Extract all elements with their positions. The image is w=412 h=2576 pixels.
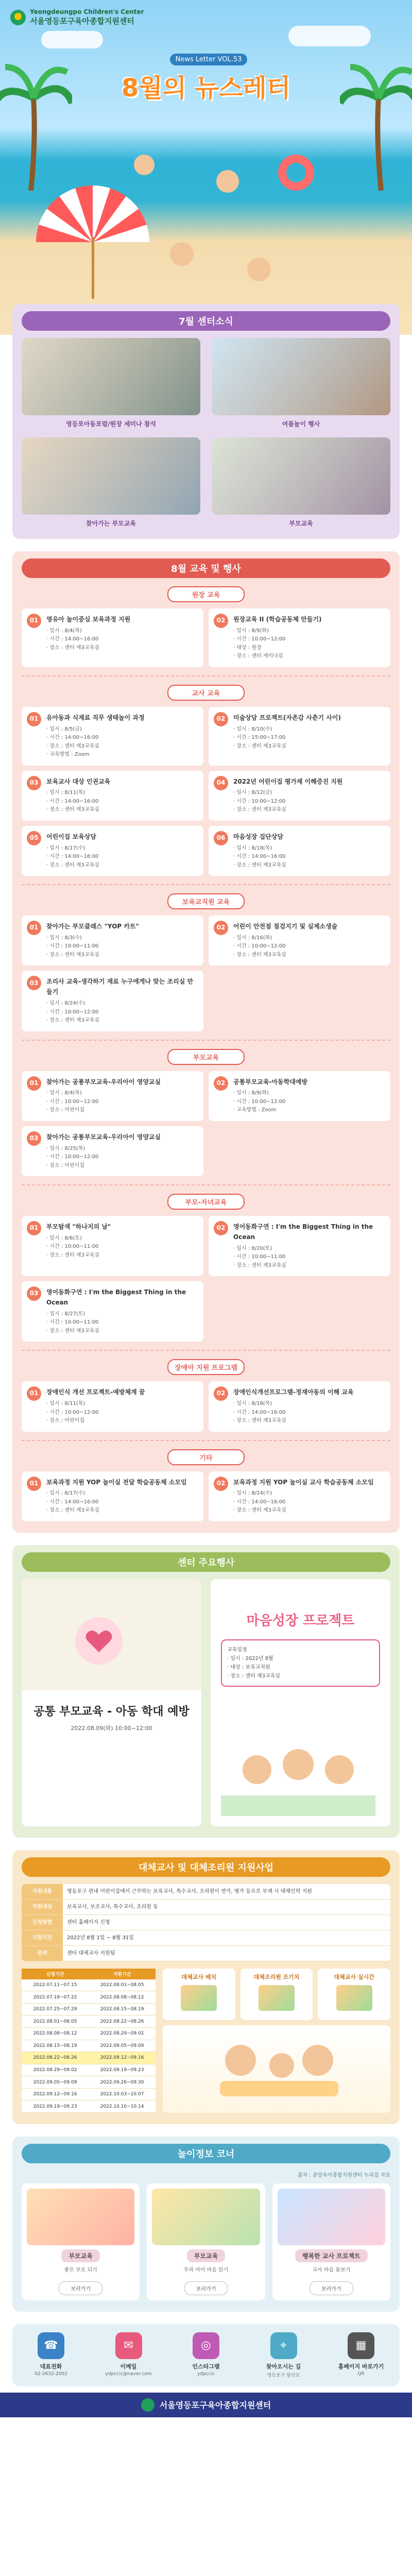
card-detail-line: · 시간 : 10:00~11:00: [46, 943, 99, 950]
main-events-section: [12, 1545, 400, 1838]
education-card[interactable]: [22, 1126, 203, 1176]
card-detail-line: · 일시 : 8/17(수): [46, 1490, 85, 1497]
education-heading: 8월 교육 및 행사: [22, 558, 390, 578]
card-detail-line: · 장소 : 센터 제3교육실: [46, 1507, 99, 1514]
schedule-cell: 2022.09.05~09.09: [22, 2076, 89, 2089]
education-card[interactable]: [22, 608, 203, 667]
info-row: [22, 1930, 390, 1945]
schedule-row: [22, 2064, 156, 2076]
card-detail-line: · 장소 : 센터 제3교육실: [233, 807, 286, 813]
card-detail-line: · 장소 : 센터 제3교육실: [233, 743, 286, 749]
schedule-cell: 2022.08.15~08.19: [89, 2003, 156, 2015]
card-detail-line: · 일시 : 8/3(수): [46, 935, 82, 941]
contact-label: 대표전화: [40, 2363, 62, 2370]
card-detail-line: · 시간 : 10:00~12:00: [233, 798, 286, 804]
card-number-badge: 03: [27, 776, 41, 790]
card-number-badge: 03: [27, 1131, 41, 1146]
schedule-header: 신청기간: [22, 1969, 89, 1979]
card-detail-line: · 시간 : 14:00~16:00: [233, 1409, 286, 1415]
schedule-cell: 2022.08.22~08.26: [89, 2015, 156, 2028]
schedule-cell: 2022.09.12~09.16: [22, 2088, 89, 2100]
card-detail-line: · 시간 : 14:00~16:00: [46, 1499, 99, 1505]
card-title: 영어동화구연 : I'm the Biggest Thing in the Ocean: [46, 1289, 186, 1307]
education-section: [12, 551, 400, 1533]
card-title: 유아동과 식재료 직무 생태놀이 과정: [46, 714, 145, 721]
card-detail-line: · 교육방법 : Zoom: [46, 752, 90, 758]
education-card[interactable]: [22, 971, 203, 1031]
schedule-cell: 2022.08.15~08.19: [22, 2040, 89, 2052]
card-detail-line: · 장소 : 센터 제3교육실: [46, 1018, 99, 1024]
info-value: 2022년 8월 1일 ~ 8월 31일: [63, 1930, 390, 1945]
card-title: 영유아 놀이중심 보육과정 지원: [46, 616, 131, 623]
card-detail-line: · 일시 : 8/16(화): [233, 935, 272, 941]
schedule-row: [22, 1979, 156, 1991]
card-detail-line: · 시간 : 10:00~12:00: [46, 1009, 99, 1015]
news-photo: [22, 437, 200, 515]
education-group-label: 보육교직원 교육: [167, 893, 245, 909]
card-detail-line: · 장소 : 센터 제3교육실: [233, 1507, 286, 1514]
play-info-section: [12, 2137, 400, 2312]
substitute-teacher-heading: 대체교사 및 대체조리원 지원사업: [22, 1857, 390, 1877]
card-detail-line: · 시간 : 10:00~12:00: [233, 1098, 286, 1105]
mind-growth-poster[interactable]: [211, 1579, 390, 1826]
card-number-badge: 02: [214, 1221, 228, 1235]
card-title: 어린이 안전점 점검지기 및 실제소생술: [233, 923, 338, 930]
education-card[interactable]: [209, 1216, 390, 1276]
card-detail-line: · 장소 : 센터 제3교육실: [46, 743, 99, 749]
view-button[interactable]: 보러가기: [184, 2281, 228, 2295]
poster-title: 공통 부모교육 - 아동 학대 예방: [33, 1705, 190, 1718]
contact-sub: ydpccic@naver.com: [105, 2371, 152, 2377]
info-key: 문의: [22, 1945, 63, 1961]
swim-ring-icon: [278, 155, 314, 191]
schedule-cell: 2022.08.29~09.02: [22, 2064, 89, 2076]
rental-illustration: [163, 2025, 390, 2113]
card-title: 찾아가는 부모클래스 "YOP 카트": [46, 923, 139, 930]
card-detail-line: · 시간 : 14:00~16:00: [46, 854, 99, 860]
card-title: 마음성장 집단상담: [233, 833, 283, 840]
card-detail-line: · 일시 : 8/20(토): [233, 1245, 272, 1251]
education-card[interactable]: [22, 826, 203, 876]
contact-icon: ☎: [38, 2332, 64, 2359]
news-item[interactable]: [212, 338, 390, 428]
card-title: 장애인식 개선 프로젝트-예방체계 꿈: [46, 1388, 145, 1396]
schedule-row: [22, 2088, 156, 2100]
card-detail-line: · 일시 : 8/27(토): [46, 1311, 85, 1317]
news-photo: [212, 338, 390, 415]
info-row: [22, 1884, 390, 1900]
contact-label: 찾아오시는 길: [266, 2363, 301, 2370]
education-card[interactable]: [209, 1471, 390, 1521]
education-group-label: 부모-자녀교육: [167, 1194, 245, 1210]
card-title: 장애인식개선프로그램-정재아동의 이해 교육: [233, 1388, 354, 1396]
info-row: [22, 1914, 390, 1930]
footer-org-name: 서울영등포구육아종합지원센터: [159, 2400, 271, 2411]
schedule-cell: 2022.10.03~10.07: [89, 2088, 156, 2100]
rental-tile[interactable]: 대체조리원 조기치: [241, 1969, 313, 2020]
rental-tile[interactable]: 대체교사 실시간: [318, 1969, 390, 2020]
card-title: 부모탐색 "하나지의 날": [46, 1223, 111, 1231]
play-info-desc: 좋은 부모 되기: [64, 2267, 97, 2273]
card-detail-line: · 시간 : 10:00~12:00: [233, 636, 286, 642]
news-caption: 영등포아동포럼/원장 세미나 참석: [65, 420, 157, 428]
card-detail-line: · 장소 : 센터 제3교육실: [46, 862, 99, 868]
play-info-label: 행복한 교사 프로젝트: [295, 2249, 368, 2262]
info-key: 지원대상: [22, 1899, 63, 1914]
card-number-badge: 02: [214, 921, 228, 935]
card-number-badge: 04: [214, 776, 228, 790]
schedule-cell: 2022.08.08~08.12: [22, 2028, 89, 2040]
news-item[interactable]: [212, 437, 390, 528]
card-detail-line: · 시간 : 10:00~12:00: [46, 1154, 99, 1160]
card-detail-line: · 장소 : 센터 제3교육실: [46, 1252, 99, 1258]
schedule-row: [22, 2100, 156, 2113]
education-card[interactable]: [209, 608, 390, 667]
child-figure-icon: [170, 242, 194, 266]
card-title: 2022년 어린이집 평가제 이해증진 지원: [233, 777, 343, 785]
schedule-row: [22, 2040, 156, 2052]
card-detail-line: · 장소 : 센터 세미나실: [233, 653, 283, 659]
hands-heart-icon: [73, 1615, 125, 1667]
education-card[interactable]: [209, 1071, 390, 1121]
info-value: 영등포구 관내 어린이집에서 근무하는 보육교사, 특수교사, 조리원이 연가, 병가 등으로 부재 시 대체인력 지원: [63, 1884, 390, 1900]
card-number-badge: 03: [27, 1286, 41, 1301]
poster-info-box: 교육일정 · 일시 : 2022년 8월 · 대상 : 보육교직원 · 장소 : 센터 제3교육실: [221, 1639, 380, 1687]
news-caption: 여름놀이 행사: [282, 420, 320, 428]
logo-mark-icon: [141, 2398, 154, 2412]
card-detail-line: · 일시 : 8/9(화): [233, 1090, 269, 1096]
card-number-badge: 02: [214, 712, 228, 726]
education-card[interactable]: [22, 1071, 203, 1121]
card-detail-line: · 시간 : 14:00~16:00: [233, 1499, 286, 1505]
schedule-cell: 2022.09.05~09.09: [89, 2040, 156, 2052]
center-news-section: [12, 304, 400, 539]
card-detail-line: · 장소 : 센터 제3교육실: [233, 952, 286, 958]
card-number-badge: 02: [214, 1386, 228, 1401]
news-item[interactable]: [22, 437, 200, 528]
contact-item[interactable]: [333, 2332, 389, 2378]
play-info-image: [152, 2189, 260, 2245]
education-group-label: 장애아 지원 프로그램: [167, 1359, 245, 1375]
card-detail-line: · 장소 : 센터 제3교육실: [46, 645, 99, 651]
card-title: 미술상담 프로젝트(자존감 사춘기 사이): [233, 714, 341, 721]
info-key: 신청방법: [22, 1914, 63, 1930]
contact-sub: 영등포구 당산로: [267, 2372, 300, 2378]
schedule-cell: 2022.09.26~09.30: [89, 2076, 156, 2089]
card-detail-line: · 교육방법 : Zoom: [233, 1107, 277, 1113]
card-detail-line: · 시간 : 15:00~17:00: [233, 735, 286, 741]
child-figure-icon: [247, 258, 271, 281]
info-value: 보육교사, 보조교사, 특수교사, 조리원 등: [63, 1899, 390, 1914]
palm-tree-icon: [340, 57, 412, 191]
card-number-badge: 01: [27, 1076, 41, 1091]
card-detail-line: · 장소 : 센터 제3교육실: [233, 862, 286, 868]
source-note: 출처 : 중앙육아종합지원센터 누리집 자료: [297, 2172, 390, 2178]
education-card[interactable]: [22, 1281, 203, 1342]
schedule-cell: 2022.08.08~08.12: [89, 1991, 156, 2004]
schedule-cell: 2022.08.01~08.05: [89, 1979, 156, 1991]
contact-label: 이메일: [120, 2363, 137, 2370]
info-key: 지원내용: [22, 1884, 63, 1900]
education-card[interactable]: [209, 771, 390, 821]
contact-bar: [12, 2324, 400, 2386]
card-title: 보육과정 지원 YOP 놀이실 교사 학습공동체 소모임: [233, 1478, 374, 1486]
card-detail-line: · 시간 : 14:00~16:00: [46, 735, 99, 741]
education-card[interactable]: [209, 916, 390, 965]
card-number-badge: 01: [27, 1221, 41, 1235]
substitute-info-table: [22, 1884, 390, 1961]
info-row: [22, 1899, 390, 1914]
card-detail-line: · 시간 : 14:00~16:00: [46, 798, 99, 804]
card-title: 공통부모교육-아동학대예방: [233, 1078, 308, 1086]
contact-sub: 02-2632-2002: [35, 2371, 67, 2377]
schedule-row: [22, 2028, 156, 2040]
card-detail-line: · 시간 : 10:00~12:00: [233, 943, 286, 950]
card-detail-line: · 시간 : 10:00~11:00: [46, 1319, 99, 1326]
info-value: 센터 대체교사 지원팀: [63, 1945, 390, 1961]
card-title: 보육과정 지원 YOP 놀이실 전달 학습공동체 소모임: [46, 1478, 187, 1486]
play-info-desc: 우리 아이 마음 읽기: [183, 2267, 229, 2273]
card-detail-line: · 장소 : 센터 제3교육실: [46, 1328, 99, 1334]
schedule-table: [22, 1969, 156, 2113]
education-card[interactable]: [22, 1471, 203, 1521]
child-abuse-prevention-poster[interactable]: [22, 1579, 201, 1826]
child-figure-icon: [134, 155, 154, 175]
play-info-card: [22, 2183, 140, 2300]
card-title: 찾아가는 공통부모교육-우리아이 영양교실: [46, 1133, 161, 1141]
card-detail-line: · 일시 : 8/12(금): [233, 790, 272, 796]
view-button[interactable]: 보러가기: [59, 2281, 102, 2295]
contact-item[interactable]: [255, 2332, 312, 2378]
schedule-cell: 2022.07.25~07.29: [22, 2003, 89, 2015]
news-photo: [22, 338, 200, 415]
schedule-row: [22, 2076, 156, 2089]
education-group-label: 교사 교육: [167, 685, 245, 701]
contact-icon: ⌖: [270, 2332, 297, 2359]
card-title: 찾아가는 공통부모교육-우리아이 영양교실: [46, 1078, 161, 1086]
contact-label: 인스타그램: [192, 2363, 220, 2370]
card-number-badge: 01: [27, 1477, 41, 1491]
card-detail-line: · 일시 : 8/10(수): [233, 726, 272, 732]
schedule-cell: 2022.10.10~10.14: [89, 2100, 156, 2113]
card-title: 영어동화구연 : I'm the Biggest Thing in the Ocean: [233, 1223, 373, 1241]
card-detail-line: · 일시 : 8/18(목): [233, 1401, 272, 1407]
schedule-cell: 2022.07.18~07.22: [22, 1991, 89, 2004]
card-detail-line: · 시간 : 10:00~11:00: [233, 1254, 286, 1260]
education-group-label: 부모교육: [167, 1049, 245, 1065]
play-info-label: 부모교육: [187, 2249, 225, 2262]
card-number-badge: 06: [214, 831, 228, 845]
education-card[interactable]: [209, 1381, 390, 1431]
card-detail-line: · 장소 : 어린이집: [46, 1107, 85, 1113]
card-detail-line: · 시간 : 10:00~11:00: [46, 1244, 99, 1250]
org-tagline: Yeongdeungpo Children's Center: [30, 8, 144, 15]
info-key: 지원기간: [22, 1930, 63, 1945]
card-detail-line: · 시간 : 14:00~16:00: [46, 636, 99, 642]
news-caption: 부모교육: [289, 520, 313, 527]
newsletter-title: 8월의 뉴스레터: [121, 74, 291, 103]
beach-umbrella-icon: [36, 185, 149, 242]
card-title: 보육교사 대상 인권교육: [46, 777, 111, 785]
child-figure-icon: [216, 170, 239, 193]
children-illustration-icon: [221, 1734, 375, 1816]
education-card[interactable]: [22, 1381, 203, 1431]
play-info-desc: 교사 마음 돌보기: [312, 2267, 351, 2273]
main-events-heading: 센터 주요행사: [22, 1552, 390, 1572]
footer: [0, 2393, 412, 2417]
card-number-badge: 01: [27, 1386, 41, 1401]
card-title: 조리사 교육-생각하기 재료 누구에게나 맞는 조리실 만들기: [46, 978, 194, 996]
rental-tile[interactable]: 대체교사 배치: [163, 1969, 235, 2020]
logo-mark-icon: [10, 10, 26, 25]
education-group-label: 원장 교육: [167, 586, 245, 602]
card-number-badge: 05: [27, 831, 41, 845]
palm-tree-icon: [0, 57, 72, 191]
schedule-row: [22, 2015, 156, 2028]
contact-icon: ◎: [193, 2332, 219, 2359]
card-number-badge: 01: [27, 712, 41, 726]
card-detail-line: · 일시 : 8/18(목): [233, 845, 272, 851]
news-photo: [212, 437, 390, 515]
info-value: 센터 홈페이지 신청: [63, 1914, 390, 1930]
card-detail-line: · 장소 : 센터 제3교육실: [233, 1262, 286, 1268]
hero-banner: [0, 0, 412, 335]
org-logo[interactable]: [10, 8, 144, 26]
org-name: 서울영등포구육아종합지원센터: [30, 16, 134, 26]
card-title: 어린이집 보육상담: [46, 833, 96, 840]
newsletter-vol: News Letter VOL.53: [170, 54, 247, 65]
schedule-cell: 2022.09.12~09.16: [89, 2052, 156, 2064]
card-detail-line: · 일시 : 8/6(토): [46, 1235, 82, 1241]
substitute-teacher-section: [12, 1850, 400, 2124]
education-card[interactable]: [22, 771, 203, 821]
card-number-badge: 02: [214, 1477, 228, 1491]
card-detail-line: · 일시 : 8/24(수): [46, 1001, 85, 1007]
card-detail-line: · 일시 : 8/11(목): [46, 1401, 85, 1407]
view-button[interactable]: 보러가기: [310, 2281, 353, 2295]
card-detail-line: · 장소 : 센터 제3교육실: [233, 1418, 286, 1424]
card-detail-line: · 장소 : 센터 제3교육실: [46, 807, 99, 813]
news-caption: 찾아가는 부모교육: [86, 520, 136, 527]
play-info-label: 부모교육: [61, 2249, 99, 2262]
card-detail-line: · 일시 : 8/17(수): [46, 845, 85, 851]
center-news-heading: 7월 센터소식: [22, 311, 390, 331]
card-detail-line: · 일시 : 8/5(금): [46, 726, 82, 732]
card-detail-line: · 일시 : 8/9(화): [233, 628, 269, 634]
schedule-header: 지원기간: [89, 1969, 156, 1979]
schedule-row: [22, 1991, 156, 2004]
play-info-image: [278, 2189, 385, 2245]
card-detail-line: · 시간 : 10:00~12:00: [46, 1409, 99, 1415]
card-detail-line: · 일시 : 8/11(목): [46, 790, 85, 796]
schedule-row: [22, 2052, 156, 2064]
teacher-illustration-icon: [199, 2029, 354, 2102]
card-detail-line: · 일시 : 8/4(목): [46, 1090, 82, 1096]
contact-label: 홈페이지 바로가기: [338, 2363, 384, 2370]
card-detail-line: · 시간 : 14:00~16:00: [233, 854, 286, 860]
card-number-badge: 03: [27, 976, 41, 990]
schedule-cell: 2022.08.22~08.26: [22, 2052, 89, 2064]
card-number-badge: 02: [214, 614, 228, 628]
education-card[interactable]: [22, 916, 203, 965]
card-detail-line: · 장소 : 어린이집: [46, 1162, 85, 1168]
schedule-row: [22, 2003, 156, 2015]
play-info-card: [272, 2183, 390, 2300]
contact-sub: ydpccic: [197, 2371, 215, 2377]
play-info-image: [27, 2189, 134, 2245]
card-number-badge: 01: [27, 921, 41, 935]
schedule-cell: 2022.09.19~09.23: [89, 2064, 156, 2076]
contact-icon: ▦: [348, 2332, 374, 2359]
education-card[interactable]: [209, 826, 390, 876]
info-row: [22, 1945, 390, 1961]
contact-sub: QR: [357, 2371, 365, 2377]
schedule-cell: 2022.08.29~09.02: [89, 2028, 156, 2040]
play-info-heading: 놀이정보 코너: [22, 2144, 390, 2163]
contact-item[interactable]: [23, 2332, 79, 2378]
schedule-cell: 2022.07.11~07.15: [22, 1979, 89, 1991]
contact-icon: ✉: [115, 2332, 142, 2359]
schedule-cell: 2022.09.19~09.23: [22, 2100, 89, 2113]
card-detail-line: · 일시 : 8/24(수): [233, 1490, 272, 1497]
education-card[interactable]: [22, 707, 203, 766]
contact-item[interactable]: [100, 2332, 157, 2378]
play-info-card: [147, 2183, 265, 2300]
schedule-cell: 2022.08.01~08.05: [22, 2015, 89, 2028]
card-detail-line: · 시간 : 10:00~12:00: [46, 1098, 99, 1105]
education-card[interactable]: [22, 1216, 203, 1276]
card-detail-line: · 일시 : 8/25(목): [46, 1145, 85, 1151]
card-detail-line: · 장소 : 어린이집: [46, 1418, 85, 1424]
card-detail-line: · 일시 : 8/4(목): [46, 628, 82, 634]
card-number-badge: 01: [27, 614, 41, 628]
card-title: 원장교육 II (학습공동체 만들기): [233, 616, 322, 623]
news-item[interactable]: [22, 338, 200, 428]
education-groups: [22, 586, 390, 1521]
education-group-label: 기타: [167, 1449, 245, 1465]
poster-title: 마음성장 프로젝트: [246, 1613, 355, 1629]
card-detail-line: · 대상 : 원장: [233, 645, 262, 651]
education-card[interactable]: [209, 707, 390, 766]
poster-subtitle: 2022.08.09(화) 10:00~12:00: [71, 1724, 152, 1732]
card-detail-line: · 장소 : 센터 제3교육실: [46, 952, 99, 958]
card-number-badge: 02: [214, 1076, 228, 1091]
contact-item[interactable]: [178, 2332, 234, 2378]
